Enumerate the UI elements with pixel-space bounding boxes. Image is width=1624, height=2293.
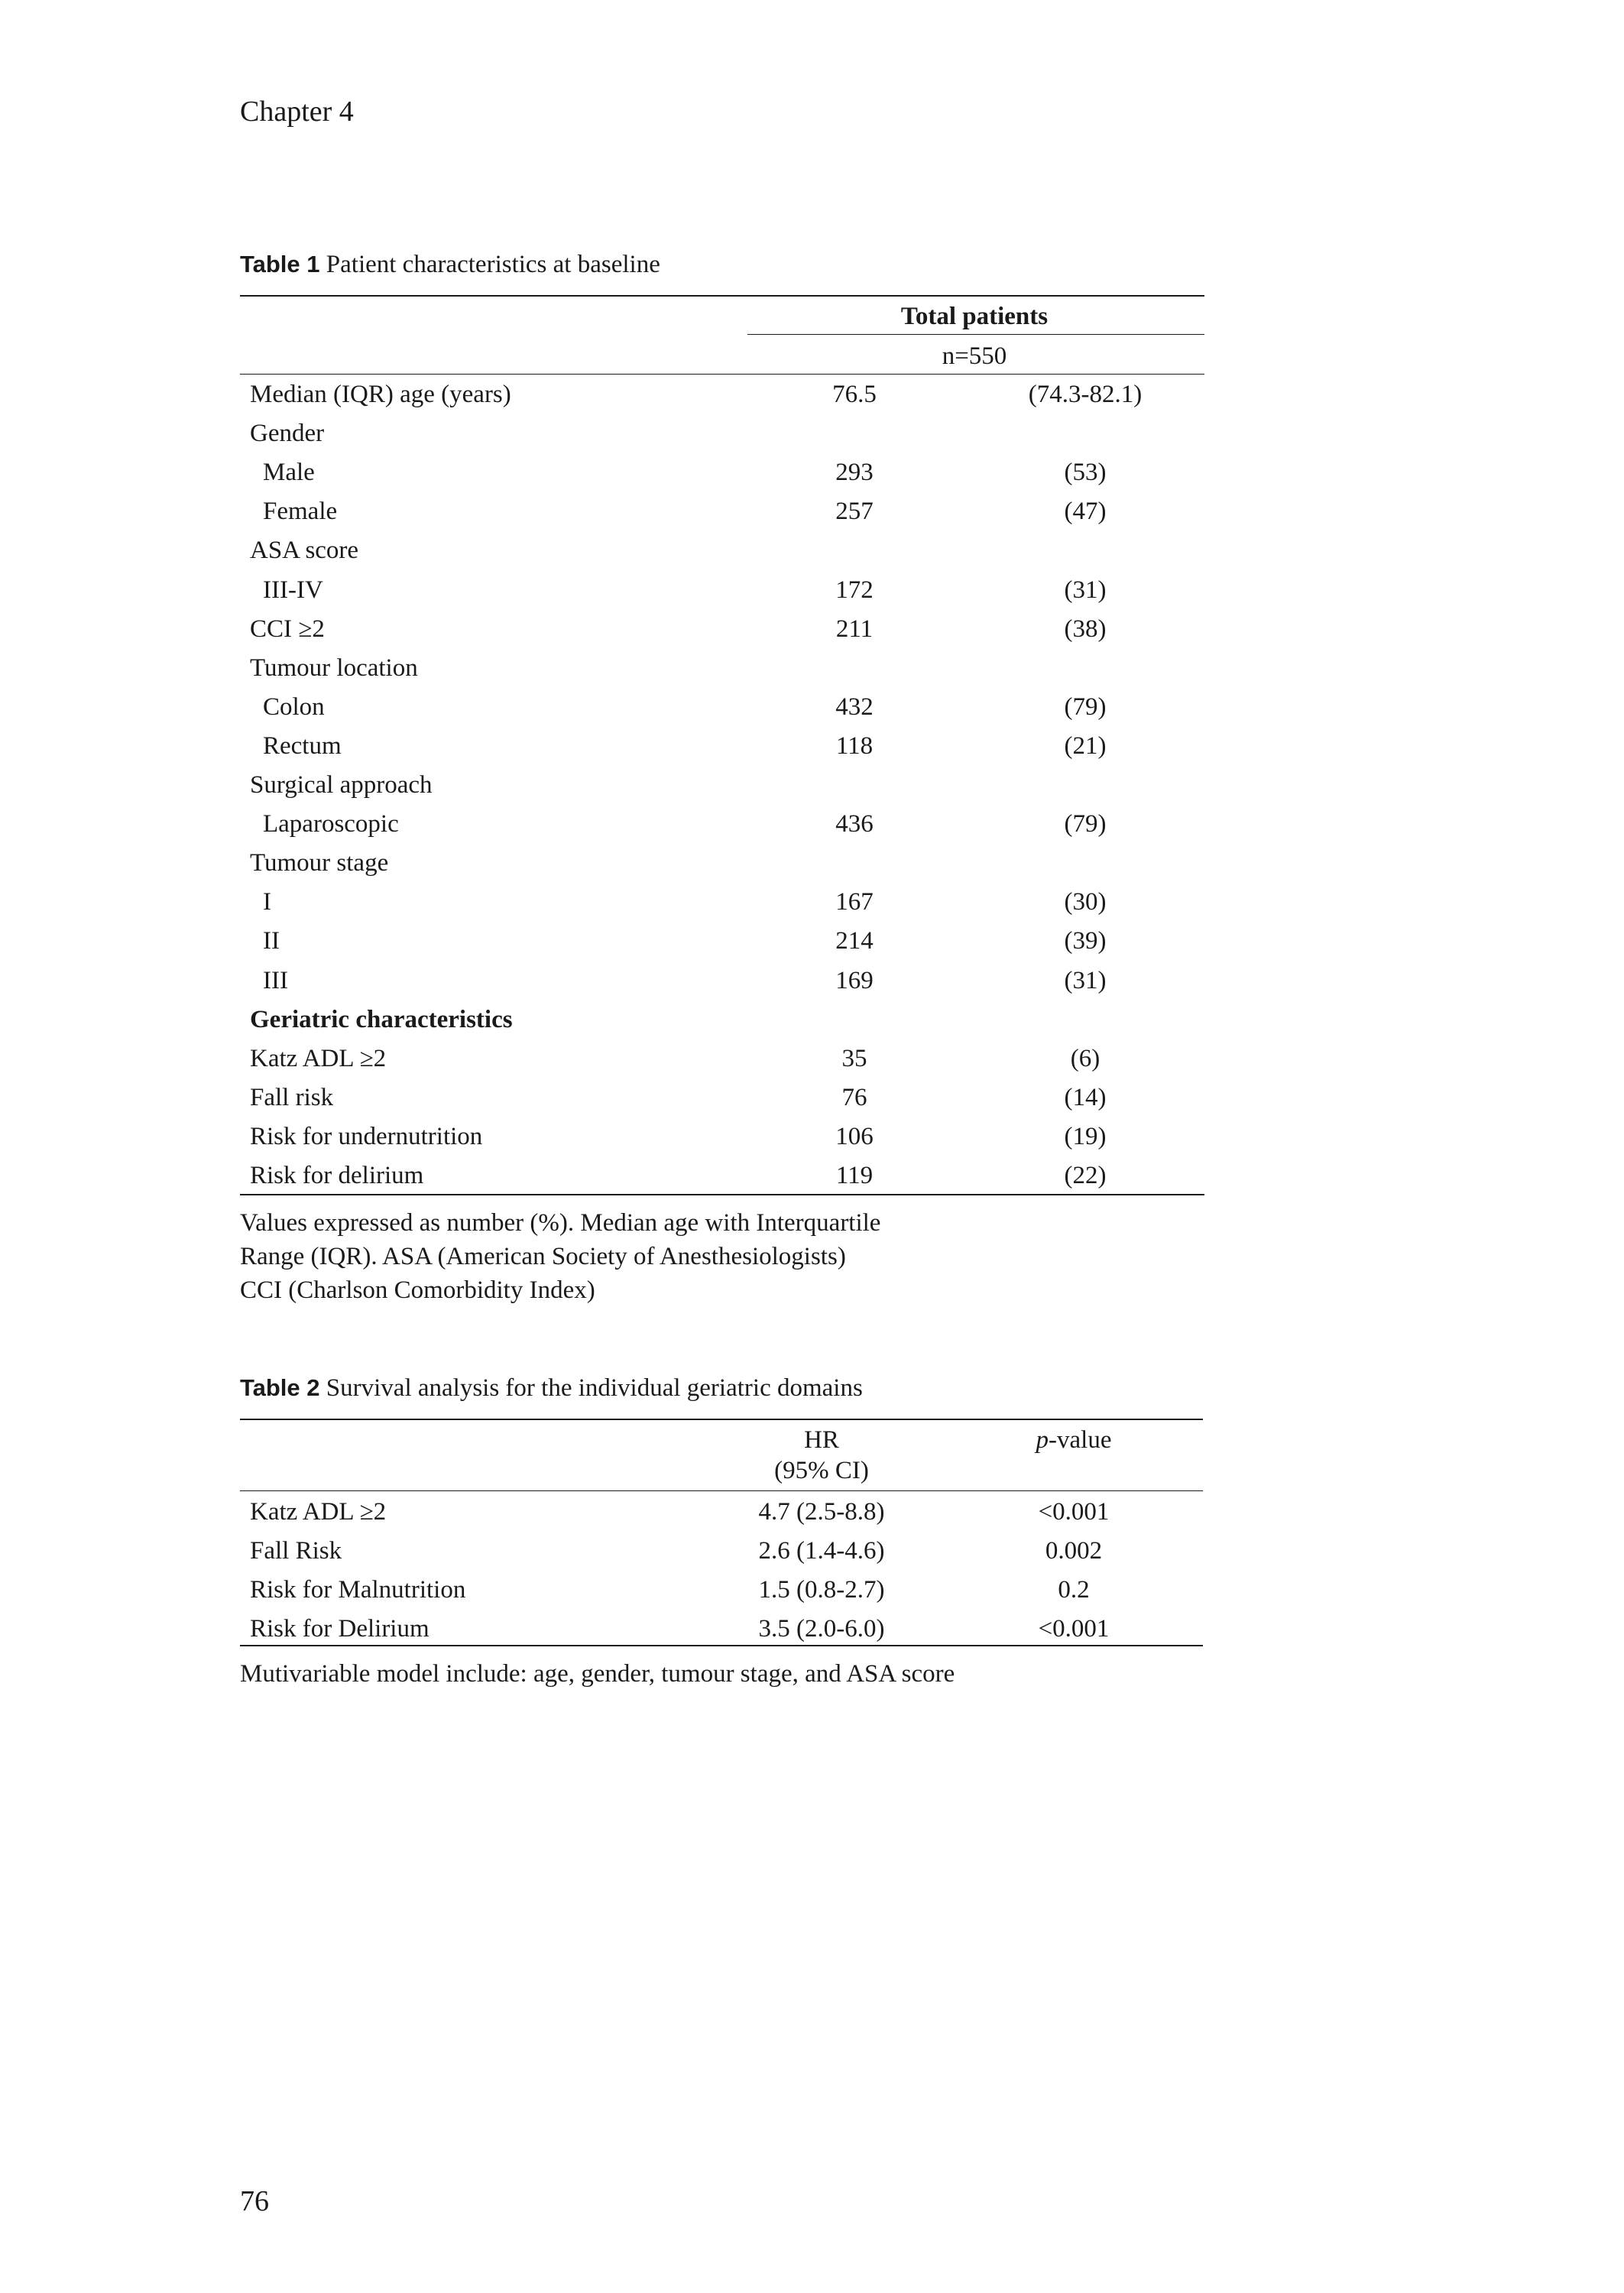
table2-row-p: <0.001 <box>1038 1498 1110 1526</box>
table1-bottom-rule <box>240 1194 1204 1195</box>
table2-row-label: Risk for Delirium <box>250 1615 430 1643</box>
table1-row-label: Female <box>263 498 338 525</box>
table2-header-p-italic: p <box>1036 1426 1049 1454</box>
page-number: 76 <box>240 2185 269 2217</box>
table1-row-pct: (39) <box>1064 927 1107 955</box>
table1-row-label: III <box>263 967 288 994</box>
table2-header-ci: (95% CI) <box>774 1457 869 1484</box>
table2-row-label: Katz ADL ≥2 <box>250 1498 387 1526</box>
table1-row-pct: (19) <box>1064 1123 1107 1150</box>
table1-row-pct: (22) <box>1064 1162 1107 1189</box>
table1-notes <box>240 1206 880 1307</box>
table1-caption-text: Patient characteristics at baseline <box>326 251 660 278</box>
table1-row-label: II <box>263 927 280 955</box>
table1-row-pct: (74.3-82.1) <box>1028 381 1143 408</box>
table1-row-label: Tumour location <box>250 654 418 682</box>
table2-row-hr: 2.6 (1.4-4.6) <box>758 1537 885 1565</box>
table1-row-label: Risk for delirium <box>250 1162 424 1189</box>
table2-note: Mutivariable model include: age, gender, tumour stage, and ASA score <box>240 1660 955 1688</box>
table2-row-p: 0.2 <box>1058 1576 1090 1604</box>
table1-row-label: Colon <box>263 693 325 721</box>
table1-header-n: n=550 <box>942 342 1007 370</box>
table1-row-n: 35 <box>841 1045 867 1072</box>
table1-row-label: Surgical approach <box>250 771 433 799</box>
table1-caption <box>240 251 660 279</box>
table1-row-n: 106 <box>835 1123 874 1150</box>
table1-row-n: 167 <box>835 888 874 916</box>
table1-row-n: 293 <box>835 459 874 486</box>
table2-row-label: Fall Risk <box>250 1537 342 1565</box>
table1-row-label: Tumour stage <box>250 849 389 877</box>
table1-row-label: Risk for undernutrition <box>250 1123 483 1150</box>
table1-row-pct: (53) <box>1064 459 1107 486</box>
table1-row-n: 172 <box>835 576 874 604</box>
table1-row-label: Fall risk <box>250 1084 334 1111</box>
table1-row-label: Laparoscopic <box>263 810 399 838</box>
table1-row-pct: (6) <box>1070 1045 1100 1072</box>
table1-row-pct: (14) <box>1064 1084 1107 1111</box>
table1-row-label: I <box>263 888 271 916</box>
table1-row-pct: (47) <box>1064 498 1107 525</box>
table1-header-group: Total patients <box>900 303 1049 330</box>
table2-row-hr: 3.5 (2.0-6.0) <box>758 1615 885 1643</box>
table1-row-n: 76.5 <box>832 381 877 408</box>
table1-row-label: CCI ≥2 <box>250 615 325 643</box>
table1-row-n: 214 <box>835 927 874 955</box>
table2-row-p: <0.001 <box>1038 1615 1110 1643</box>
table1-row-n: 169 <box>835 967 874 994</box>
table1-note-line: CCI (Charlson Comorbidity Index) <box>240 1276 595 1304</box>
table1-row-label: Geriatric characteristics <box>250 1006 513 1033</box>
table2-caption-text: Survival analysis for the individual geriatric domains <box>326 1374 863 1402</box>
table1-row-label: ASA score <box>250 537 359 564</box>
table1-row-label: Male <box>263 459 315 486</box>
table1-row-n: 76 <box>841 1084 867 1111</box>
table1-row-pct: (21) <box>1064 732 1107 760</box>
table1-row-pct: (30) <box>1064 888 1107 916</box>
table2-row-label: Risk for Malnutrition <box>250 1576 466 1604</box>
table1-row-label: Median (IQR) age (years) <box>250 381 511 408</box>
table1-row-label: Rectum <box>263 732 342 760</box>
table1-row-n: 432 <box>835 693 874 721</box>
table1-row-label: Katz ADL ≥2 <box>250 1045 387 1072</box>
table1-row-pct: (31) <box>1064 576 1107 604</box>
table1-note-line: Range (IQR). ASA (American Society of Anesthesiologists) <box>240 1243 846 1270</box>
table2-header-p-rest: -value <box>1049 1426 1112 1454</box>
table1-row-label: Gender <box>250 420 325 447</box>
table1-row-n: 119 <box>835 1162 874 1189</box>
table1-row-label: III-IV <box>263 576 323 604</box>
table1-row-n: 211 <box>835 615 874 643</box>
table2-row-p: 0.002 <box>1045 1537 1103 1565</box>
table2-header-hr: HR <box>804 1426 839 1454</box>
table2-header-p <box>1036 1425 1112 1455</box>
table1-row-pct: (79) <box>1064 693 1107 721</box>
table1-row-n: 118 <box>835 732 874 760</box>
table1-row-pct: (79) <box>1064 810 1107 838</box>
table1-top-rule <box>240 295 1204 297</box>
table1-row-pct: (38) <box>1064 615 1107 643</box>
table2-top-rule <box>240 1419 1203 1420</box>
running-head: Chapter 4 <box>240 96 354 128</box>
table1-row-n: 436 <box>835 810 874 838</box>
table2-label: Table 2 <box>240 1374 320 1401</box>
table1-row-pct: (31) <box>1064 967 1107 994</box>
table1-row-n: 257 <box>835 498 874 525</box>
table2-row-hr: 1.5 (0.8-2.7) <box>758 1576 885 1604</box>
table1-header-bottom-rule <box>240 374 1204 375</box>
table2-bottom-rule <box>240 1645 1203 1646</box>
table1-header-rule <box>747 334 1204 335</box>
table1-note-line: Values expressed as number (%). Median age with Interquartile <box>240 1209 881 1237</box>
table2-caption <box>240 1374 863 1403</box>
table2-header-bottom-rule <box>240 1490 1203 1491</box>
table1-label: Table 1 <box>240 251 320 277</box>
table2-row-hr: 4.7 (2.5-8.8) <box>758 1498 885 1526</box>
